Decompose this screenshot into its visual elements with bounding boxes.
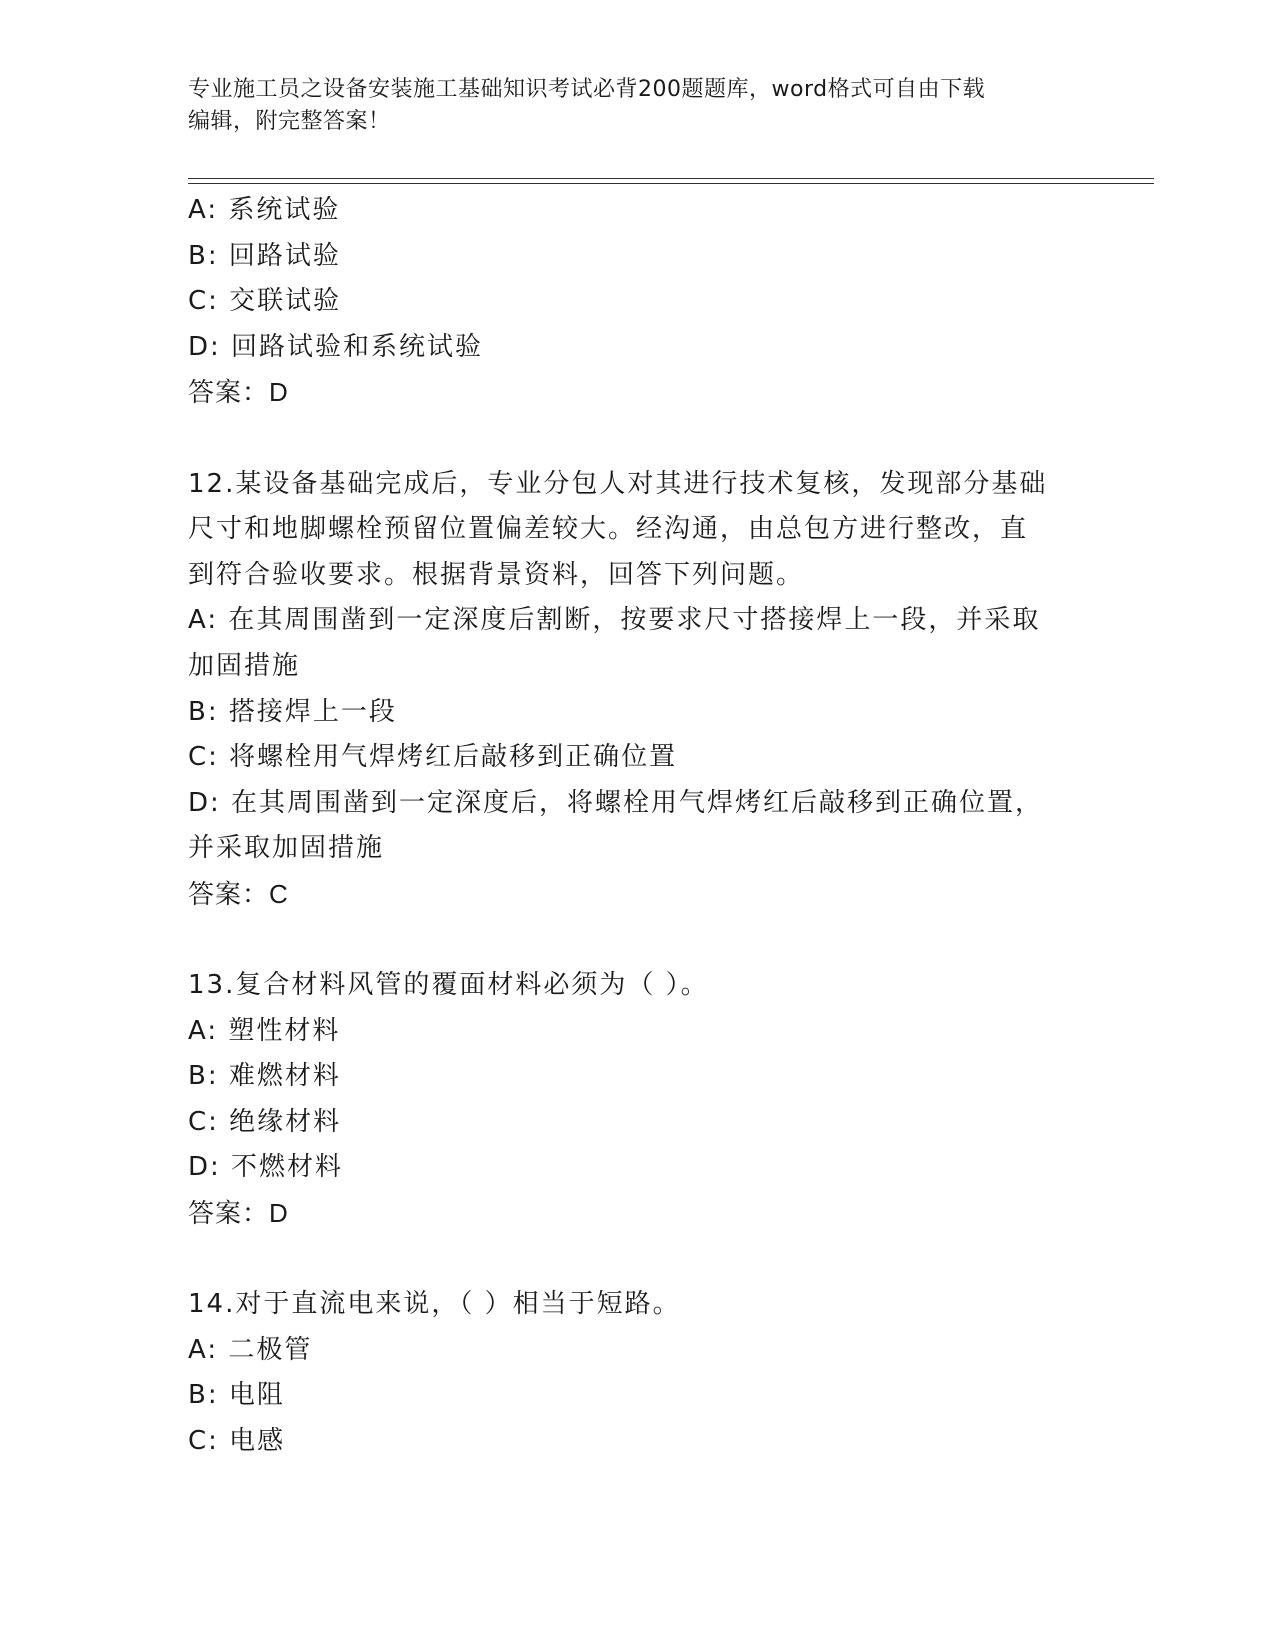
q14-question: 14.对于直流电来说，（ ）相当于短路。 (188, 1289, 681, 1320)
q11-option-a: A: 系统试验 (188, 195, 341, 225)
document-body (188, 188, 1088, 1465)
question-12-block (188, 462, 1088, 918)
q13-option-b: B: 难燃材料 (188, 1061, 341, 1092)
header-title-line-1: 专业施工员之设备安装施工基础知识考试必背200题题库，word格式可自由下载 (188, 77, 986, 102)
question-14-block (188, 1282, 1088, 1464)
question-11-block (188, 188, 1088, 416)
q14-option-b: B: 电阻 (188, 1380, 285, 1411)
q13-answer: 答案：D (188, 1198, 289, 1229)
q13-option-d: D: 不燃材料 (188, 1152, 344, 1183)
q12-option-b: B: 搭接焊上一段 (188, 696, 397, 727)
question-spacer (188, 918, 1088, 964)
q12-option-d-line-2: 并采取加固措施 (188, 833, 385, 864)
question-13-block (188, 963, 1088, 1237)
q12-question-line-3: 到符合验收要求。根据背景资料，回答下列问题。 (188, 559, 805, 590)
header-title-line-2: 编辑，附完整答案！ (188, 109, 391, 134)
q11-option-c: C: 交联试验 (188, 286, 342, 317)
q12-question-line-2: 尺寸和地脚螺栓预留位置偏差较大。经沟通，由总包方进行整改，直 (188, 514, 1029, 545)
q13-question: 13.复合材料风管的覆面材料必须为（ ）。 (188, 970, 709, 1001)
q14-option-a: A: 二极管 (188, 1334, 313, 1365)
q12-option-a-line-1: A: 在其周围凿到一定深度后割断，按要求尺寸搭接焊上一段，并采取 (188, 605, 1041, 636)
q14-option-c: C: 电感 (188, 1426, 286, 1457)
q13-option-c: C: 绝缘材料 (188, 1106, 342, 1137)
q13-option-a: A: 塑性材料 (188, 1015, 341, 1046)
q12-option-a-line-2: 加固措施 (188, 650, 301, 681)
header-divider-bottom (188, 183, 1154, 184)
question-spacer (188, 1237, 1088, 1283)
q11-option-d: D: 回路试验和系统试验 (188, 331, 484, 362)
q12-option-d-line-1: D: 在其周围凿到一定深度后，将螺栓用气焊烤红后敲移到正确位置， (188, 787, 1044, 818)
q12-answer: 答案：C (188, 878, 289, 909)
q12-question-line-1: 12.某设备基础完成后，专业分包人对其进行技术复核，发现部分基础 (188, 468, 1048, 499)
header-divider-top (188, 178, 1154, 179)
q11-answer: 答案：D (188, 377, 289, 408)
q12-option-c: C: 将螺栓用气焊烤红后敲移到正确位置 (188, 742, 678, 773)
document-header (188, 74, 1068, 138)
q11-option-b: B: 回路试验 (188, 240, 341, 271)
question-spacer (188, 416, 1088, 462)
